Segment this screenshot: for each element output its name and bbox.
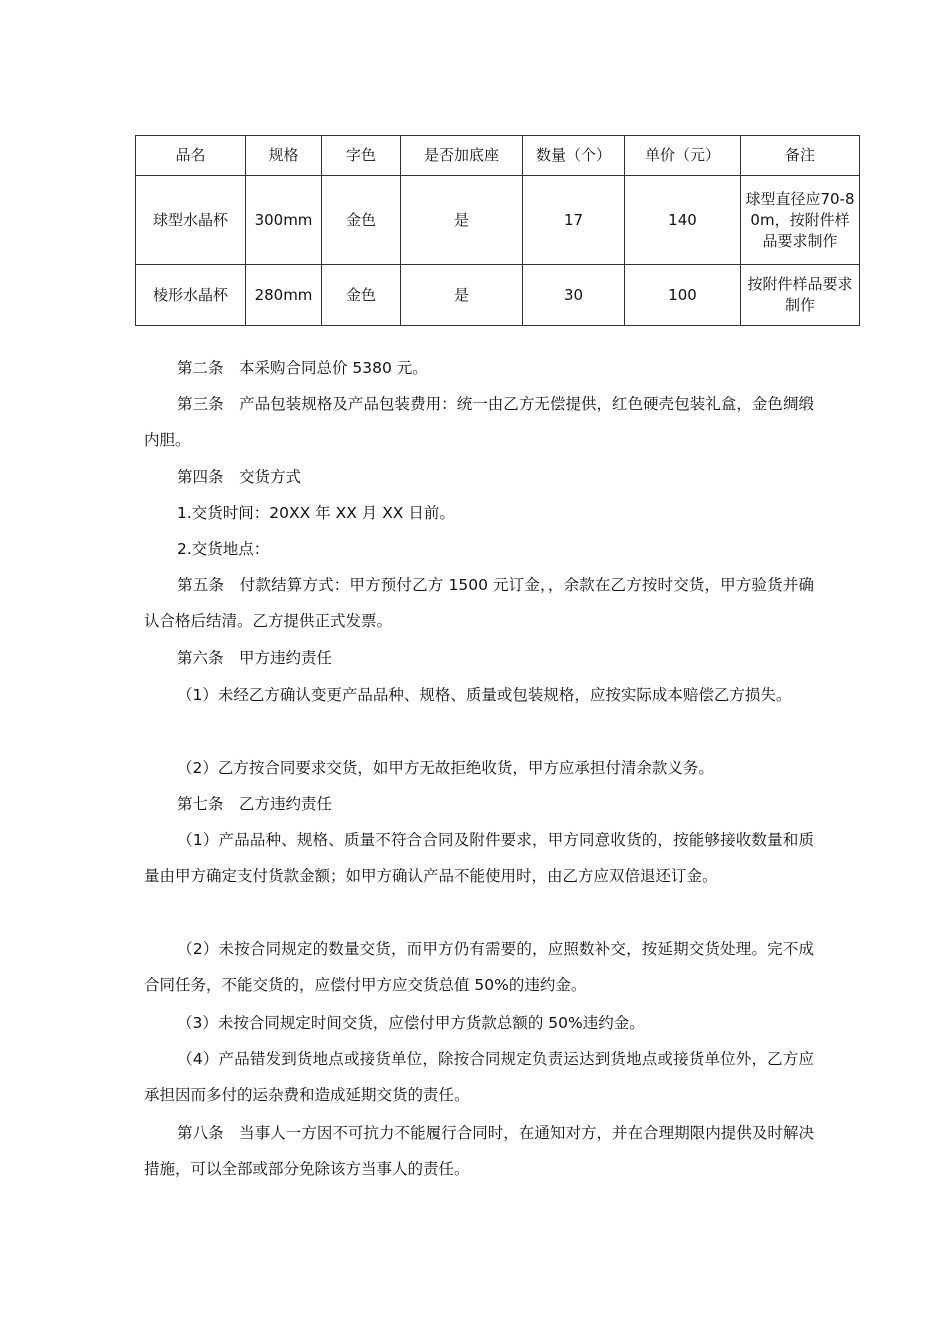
table-cell: 300mm	[246, 176, 322, 265]
table-cell: 球型水晶杯	[136, 176, 246, 265]
clause-6-item-1: （1）未经乙方确认变更产品品种、规格、质量或包装规格，应按实际成本赔偿乙方损失。	[177, 686, 792, 704]
table-cell: 按附件样品要求制作	[741, 265, 860, 326]
clause-6-item-2: （2）乙方按合同要求交货，如甲方无故拒绝收货，甲方应承担付清余款义务。	[177, 759, 714, 777]
clause-7-item-4: （4）产品错发到货地点或接货单位，除按合同规定负责运达到货地点或接货单位外，乙方应承担因而多付的运杂费和造成延期交货的责任。	[144, 1050, 814, 1104]
clause-7-item-3: （3）未按合同规定时间交货，应偿付甲方货款总额的 50%违约金。	[177, 1014, 645, 1032]
delivery-time: 1.交货时间：20XX 年 XX 月 XX 日前。	[177, 504, 455, 522]
header-cell-name: 品名	[136, 136, 246, 176]
header-cell-price: 单价（元）	[625, 136, 741, 176]
delivery-location: 2.交货地点：	[177, 540, 270, 558]
header-cell-color: 字色	[322, 136, 401, 176]
table-cell: 140	[625, 176, 741, 265]
table-row	[136, 265, 860, 326]
header-cell-spec: 规格	[246, 136, 322, 176]
table-cell: 金色	[322, 176, 401, 265]
table-row	[136, 176, 860, 265]
clause-4: 第四条 交货方式	[177, 468, 302, 486]
clause-8: 第八条 当事人一方因不可抗力不能履行合同时，在通知对方，并在合理期限内提供及时解决措施，可以全部或部分免除该方当事人的责任。	[144, 1124, 814, 1178]
table-cell: 球型直径应70-80m，按附件样品要求制作	[741, 176, 860, 265]
header-cell-remark: 备注	[741, 136, 860, 176]
table-cell: 是	[401, 176, 523, 265]
clause-7-item-1: （1）产品品种、规格、质量不符合合同及附件要求，甲方同意收货的，按能够接收数量和质量由甲方确定支付货款金额；如甲方确认产品不能使用时，由乙方应双倍退还订金。	[144, 831, 814, 885]
header-cell-quantity: 数量（个）	[523, 136, 625, 176]
header-cell-base: 是否加底座	[401, 136, 523, 176]
clause-3: 第三条 产品包装规格及产品包装费用：统一由乙方无偿提供，红色硬壳包装礼盒，金色绸缎内胆。	[144, 395, 814, 449]
clause-7-item-2: （2）未按合同规定的数量交货，而甲方仍有需要的，应照数补交，按延期交货处理。完不成合同任务，不能交货的，应偿付甲方应交货总值 50%的违约金。	[144, 940, 814, 994]
clause-2: 第二条 本采购合同总价 5380 元。	[177, 359, 428, 377]
clause-5: 第五条 付款结算方式：甲方预付乙方 1500 元订金，，余款在乙方按时交货，甲方验货并确认合格后结清。乙方提供正式发票。	[144, 576, 814, 630]
clause-7: 第七条 乙方违约责任	[177, 795, 333, 813]
table-cell: 280mm	[246, 265, 322, 326]
table-cell: 17	[523, 176, 625, 265]
clause-6: 第六条 甲方违约责任	[177, 649, 333, 667]
table-header-row	[136, 136, 860, 176]
table-cell: 100	[625, 265, 741, 326]
table-cell: 30	[523, 265, 625, 326]
table-cell: 金色	[322, 265, 401, 326]
table-cell: 棱形水晶杯	[136, 265, 246, 326]
product-table	[135, 135, 860, 326]
table-cell: 是	[401, 265, 523, 326]
